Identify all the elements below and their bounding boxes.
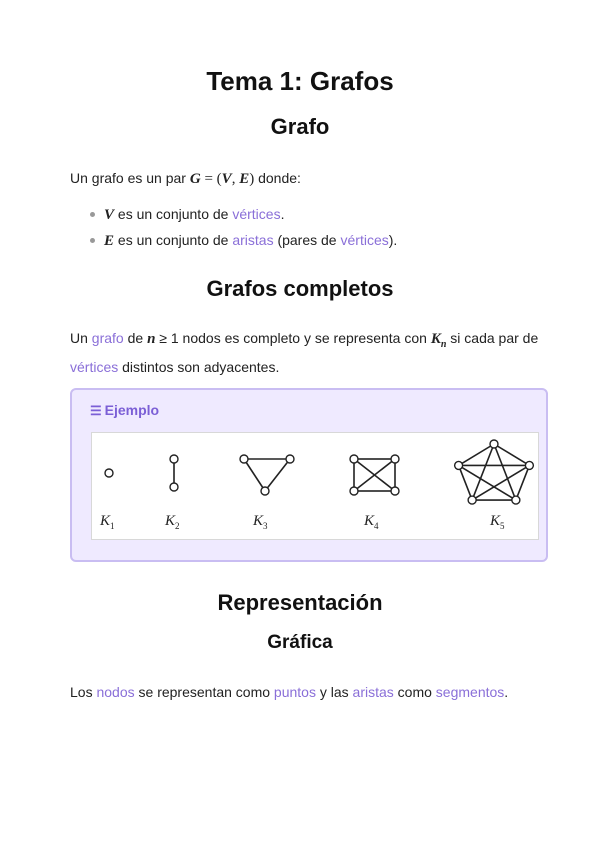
section-heading-representacion: Representación bbox=[217, 590, 383, 615]
graph-label-k5: $K_5$ bbox=[490, 513, 505, 531]
k5-edge bbox=[459, 465, 473, 500]
callout-title: ☰ Ejemplo bbox=[90, 402, 160, 418]
list-item: V es un conjunto de vértices. bbox=[70, 202, 397, 228]
link-vertices[interactable]: vértices bbox=[70, 358, 119, 375]
link-aristas[interactable]: aristas bbox=[232, 232, 274, 248]
k5-edge bbox=[459, 444, 494, 465]
k5-edge bbox=[472, 465, 529, 500]
complete-graphs-diagram bbox=[92, 433, 538, 539]
grafo-definition: Un grafo es un par G = (V, E) donde: bbox=[70, 170, 301, 187]
graph-label-k2: $K_2$ bbox=[165, 513, 180, 531]
link-segmentos[interactable]: segmentos bbox=[435, 684, 505, 700]
math-E: E bbox=[239, 171, 250, 187]
list-icon: ☰ bbox=[90, 403, 102, 418]
representacion-paragraph: Los nodos se representan como puntos y las aristas como segmentos. bbox=[70, 684, 509, 700]
link-puntos[interactable]: puntos bbox=[273, 684, 316, 700]
link-vertices[interactable]: vértices bbox=[340, 232, 389, 248]
k5-node bbox=[455, 461, 463, 469]
k5-edge bbox=[494, 444, 516, 500]
page-title: Tema 1: Grafos bbox=[206, 66, 394, 96]
graph-label-k3: $K_3$ bbox=[253, 513, 268, 531]
k5-node bbox=[490, 440, 498, 448]
complete-graphs-figure bbox=[91, 432, 539, 540]
completos-definition: Un grafo de n ≥ 1 nodos es completo y se representa con $K_n$ si cada par de vértices distintos son adyacentes. bbox=[70, 330, 539, 375]
section-heading-grafos-completos: Grafos completos bbox=[206, 276, 394, 301]
list-item: E es un conjunto de aristas (pares de vértices). bbox=[70, 228, 397, 254]
graph-label-k4: $K_4$ bbox=[364, 513, 379, 531]
link-nodos[interactable]: nodos bbox=[96, 684, 135, 700]
link-aristas[interactable]: aristas bbox=[352, 684, 394, 700]
k5-edge bbox=[472, 444, 494, 500]
k5-node bbox=[525, 461, 533, 469]
section-heading-grafo: Grafo bbox=[270, 114, 330, 139]
k5-node bbox=[512, 496, 520, 504]
k5-node bbox=[468, 496, 476, 504]
graph-label-k1: $K_1$ bbox=[100, 513, 115, 531]
link-grafo[interactable]: grafo bbox=[91, 330, 124, 346]
grafo-bullet-list bbox=[70, 202, 397, 254]
subsection-heading-grafica: Gráfica bbox=[267, 632, 333, 653]
math-V: V bbox=[221, 171, 232, 187]
example-callout bbox=[70, 388, 548, 562]
k5-edge bbox=[459, 465, 516, 500]
link-vertices[interactable]: vértices bbox=[232, 206, 281, 222]
k5-edge bbox=[494, 444, 529, 465]
math-G: G bbox=[189, 171, 201, 187]
k5-edge bbox=[516, 465, 530, 500]
